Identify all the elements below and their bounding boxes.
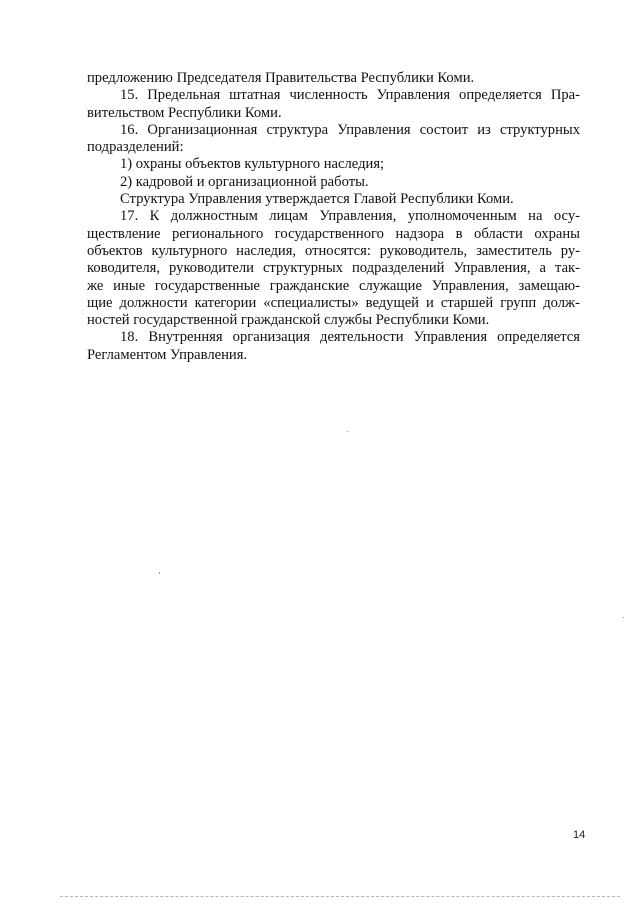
- document-body: [87, 70, 580, 364]
- text-line: же иные государственные гражданские служащие Управления, замещаю-: [87, 277, 580, 294]
- scan-speck: [159, 572, 160, 574]
- text-line: щие должности категории «специалисты» ведущей и старшей групп долж-: [87, 294, 580, 311]
- scan-speck: [347, 431, 348, 432]
- text-line: 17. К должностным лицам Управления, уполномоченным на осу-: [120, 208, 580, 225]
- text-line: Структура Управления утверждается Главой Республики Коми.: [120, 191, 514, 208]
- text-line: объектов культурного наследия, относятся: руководитель, заместитель ру-: [87, 242, 580, 259]
- text-line: предложению Председателя Правительства Республики Коми.: [87, 70, 475, 86]
- text-line: ностей государственной гражданской службы Республики Коми.: [87, 312, 490, 329]
- text-line: 15. Предельная штатная численность Управления определяется Пра-: [120, 87, 580, 104]
- text-line: Регламентом Управления.: [87, 346, 248, 363]
- text-line: 2) кадровой и организационной работы.: [120, 173, 369, 190]
- text-line: подразделений:: [87, 139, 184, 156]
- scan-bottom-edge: [60, 896, 620, 897]
- page-number: 14: [573, 829, 586, 841]
- text-line: 16. Организационная структура Управления состоит из структурных: [120, 121, 580, 138]
- text-line: ществление регионального государственного надзора в области охраны: [87, 225, 580, 242]
- scan-speck: [623, 617, 624, 618]
- text-line: 1) охраны объектов культурного наследия;: [120, 156, 385, 173]
- text-line: 18. Внутренняя организация деятельности Управления определяется: [120, 329, 580, 346]
- text-line: ководителя, руководители структурных подразделений Управления, а так-: [87, 260, 580, 277]
- text-line: вительством Республики Коми.: [87, 104, 282, 121]
